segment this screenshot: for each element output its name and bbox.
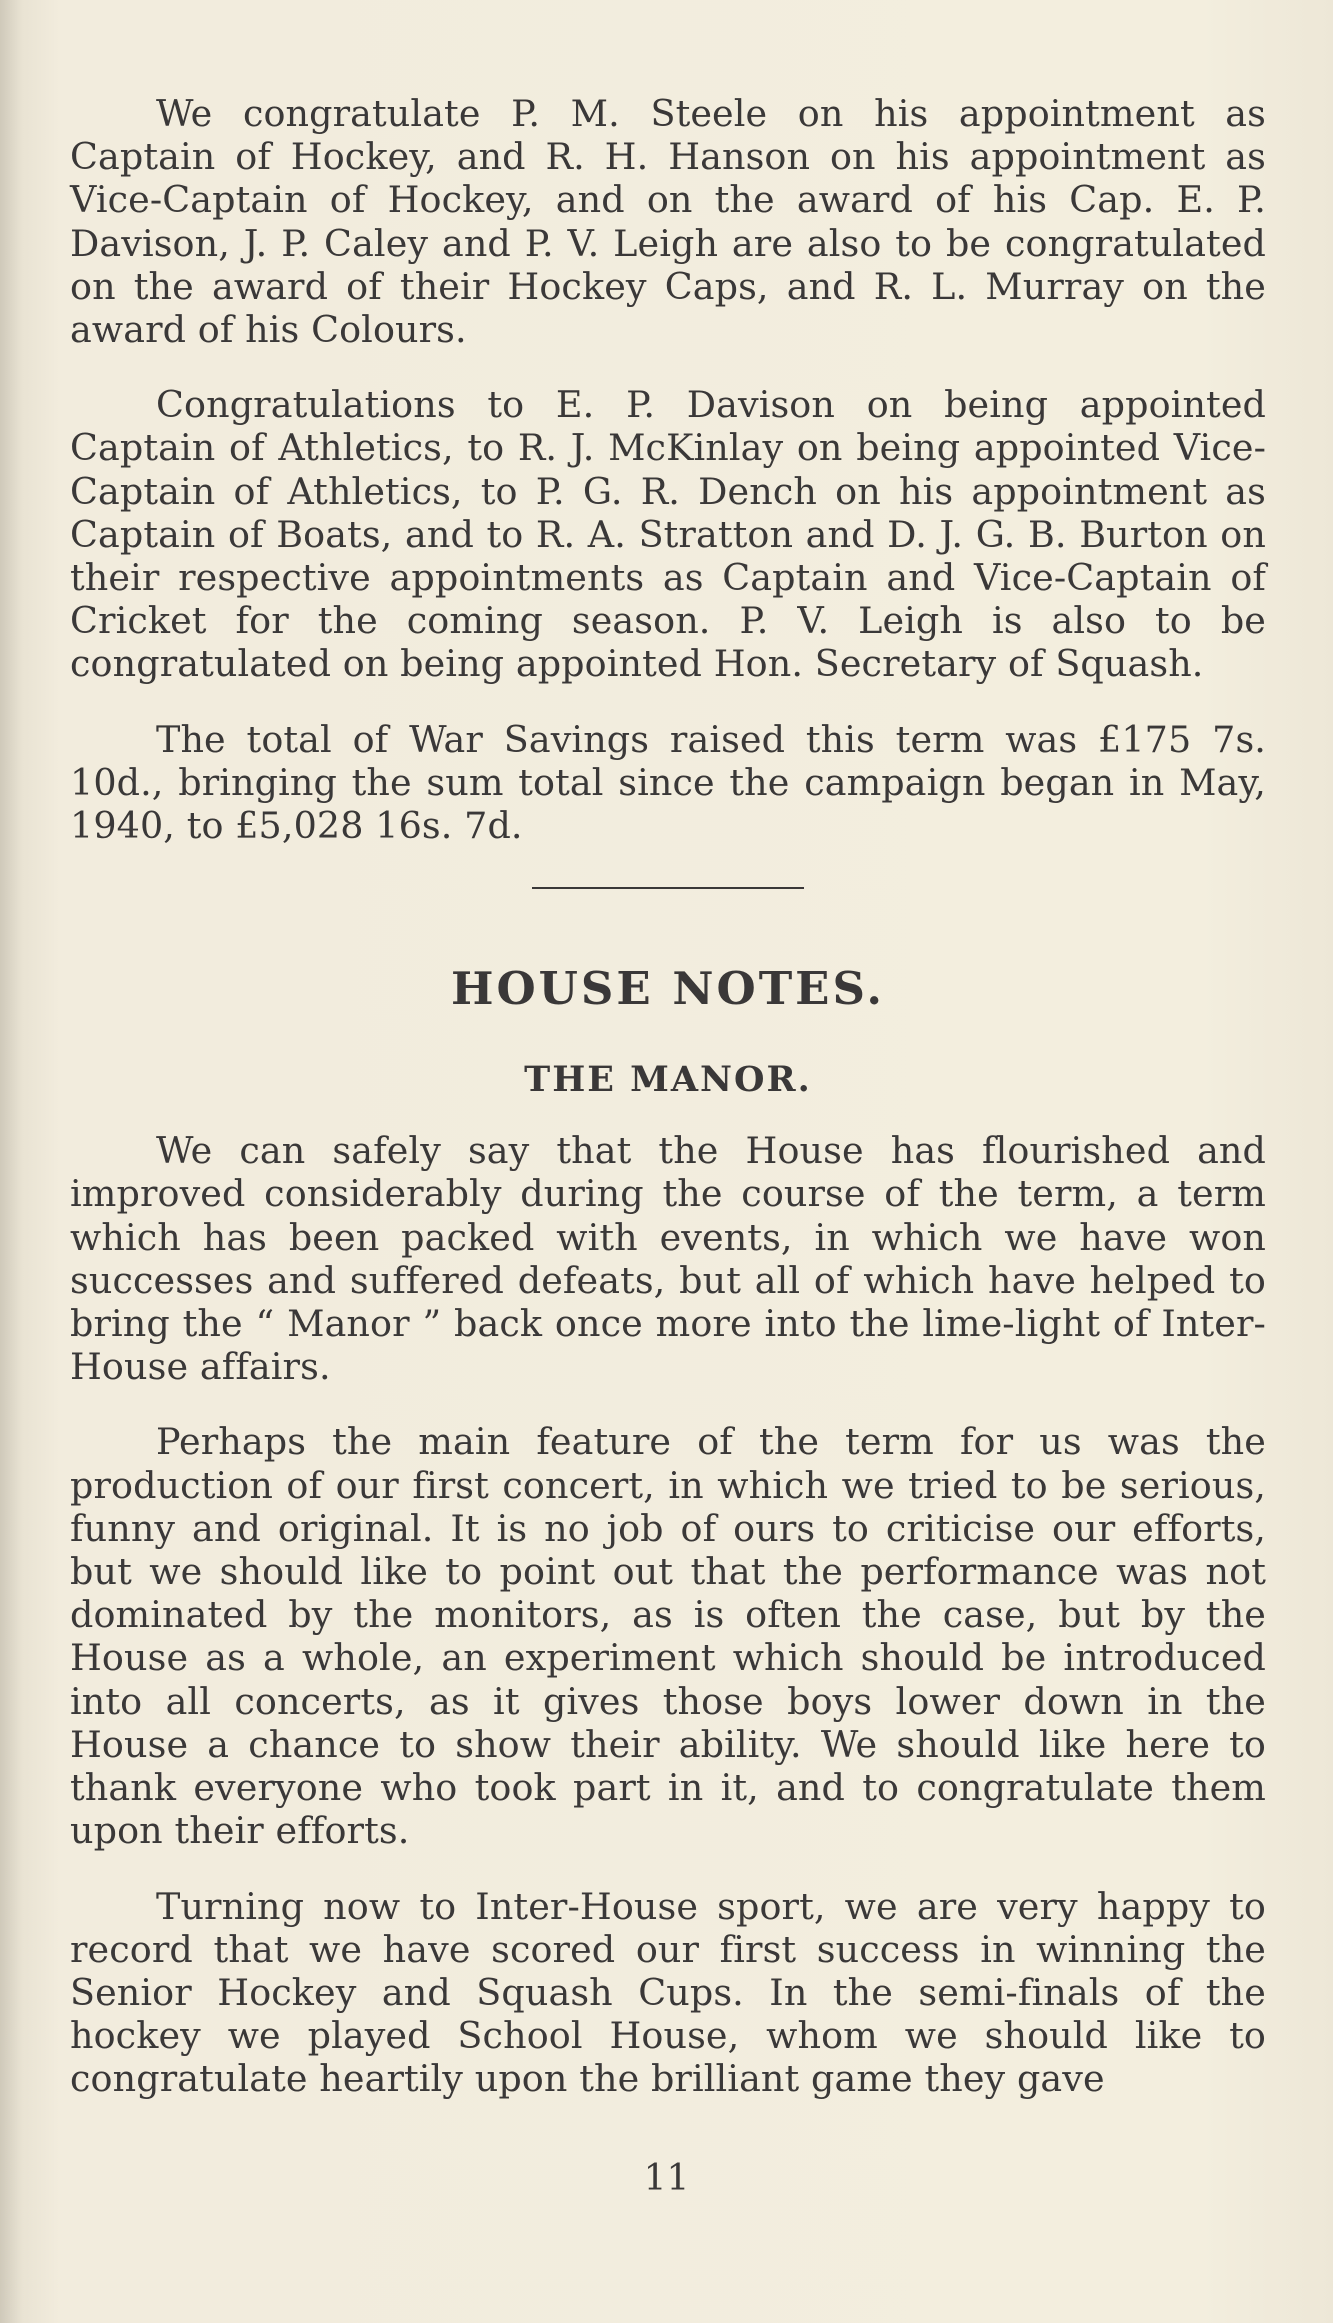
- paragraph-inter-house-sport: Turning now to Inter-House sport, we are very happy to record that we have scored our first success in winning the Senior Hockey and Squash Cups. In the semi-finals of the hockey we played School House, whom we should like to congratulate heartily upon the brilliant game they gave: [70, 1884, 1266, 2101]
- section-divider: [532, 887, 804, 889]
- page-number: 11: [643, 2158, 690, 2199]
- text-column: [70, 92, 1266, 2133]
- paragraph-house-flourished: We can safely say that the House has flourished and improved considerably during the course of the term, a term which has been packed with events, in which we have won successes and suffered defeats, but all of which have helped to bring the “ Manor ” back once more into the lime-light of Inter-House affairs.: [70, 1129, 1266, 1389]
- paragraph-war-savings: The total of War Savings raised this term was £175 7s. 10d., bringing the sum total since the campaign began in May, 1940, to £5,028 16s. 7d.: [70, 717, 1266, 848]
- house-heading: THE MANOR.: [524, 1059, 812, 1101]
- section-heading: HOUSE NOTES.: [450, 962, 886, 1016]
- paragraph-athletics-appointments: Congratulations to E. P. Davison on being appointed Captain of Athletics, to R. J. McKinlay on being appointed Vice-Captain of Athletics, to P. G. R. Dench on his appointment as Captain of Boats, and to R. A. Stratton and D. J. G. B. Burton on their respective appointments as Captain and Vice-Captain of Cricket for the coming season. P. V. Leigh is also to be congratulated on being appointed Hon. Secretary of Squash.: [70, 383, 1266, 686]
- paragraph-hockey-appointments: We congratulate P. M. Steele on his appointment as Captain of Hockey, and R. H. Hanson on his appointment as Vice-Captain of Hockey, and on the award of his Cap. E. P. Davison, J. P. Caley and P. V. Leigh are also to be congratulated on the award of their Hockey Caps, and R. L. Murray on the award of his Colours.: [70, 92, 1266, 352]
- paragraph-house-concert: Perhaps the main feature of the term for us was the production of our first concert, in which we tried to be serious, funny and original. It is no job of ours to criticise our efforts, but we should like to point out that the performance was not dominated by the monitors, as is often the case, but by the House as a whole, an experiment which should be introduced into all concerts, as it gives those boys lower down in the House a chance to show their ability. We should like here to thank everyone who took part in it, and to congratulate them upon their efforts.: [70, 1420, 1266, 1853]
